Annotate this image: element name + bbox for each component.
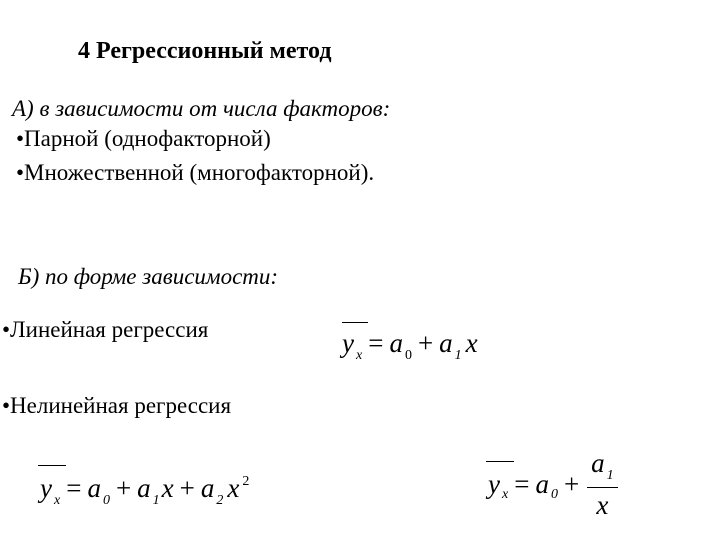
linear-lhs: y (342, 328, 354, 358)
linear-plus: + (417, 328, 434, 358)
quadratic-x: x (161, 473, 174, 503)
hyperbolic-lhs-sub: x (501, 486, 509, 502)
hyperbolic-eq: = (514, 469, 530, 499)
quadratic-x-squared: x (227, 473, 240, 503)
linear-a1-sub: 1 (454, 348, 462, 363)
hyperbolic-fraction (587, 450, 618, 519)
hyperbolic-a0: a (535, 469, 549, 499)
hyperbolic-denominator: x (596, 490, 609, 520)
quadratic-lhs-sub: x (53, 493, 61, 508)
linear-eq: = (368, 328, 384, 358)
hyperbolic-num-sub: 1 (606, 468, 614, 483)
linear-regression-formula (342, 330, 478, 363)
quadratic-lhs-overbar (38, 465, 66, 466)
linear-x: x (465, 328, 478, 358)
hyperbolic-a0-sub: 0 (550, 486, 558, 502)
linear-a0: a (389, 328, 403, 358)
linear-a0-sub: 0 (404, 348, 412, 363)
quadratic-x-exponent: 2 (242, 474, 250, 489)
quadratic-plus-2: + (179, 473, 195, 503)
quadratic-a1: a (137, 473, 151, 503)
nonlinear-regression-label: •Нелинейная регрессия (2, 393, 232, 418)
hyperbolic-regression-formula (488, 450, 618, 519)
hyperbolic-num-a: a (591, 448, 605, 478)
quadratic-plus-1: + (115, 473, 132, 503)
section-a-heading: А) в зависимости от числа факторов: (12, 96, 391, 121)
linear-regression-label: •Линейная регрессия (2, 317, 209, 342)
slide-title: 4 Регрессионный метод (78, 38, 332, 64)
hyperbolic-plus: + (563, 469, 580, 499)
quadratic-a2-sub: 2 (216, 493, 224, 508)
quadratic-a0-sub: 0 (102, 493, 110, 508)
hyperbolic-numerator (587, 450, 618, 488)
linear-a1: a (439, 328, 453, 358)
linear-lhs-overbar (342, 322, 368, 323)
quadratic-eq: = (66, 473, 82, 503)
quadratic-regression-formula (40, 475, 249, 508)
quadratic-a2: a (200, 473, 215, 503)
list-item-multiple: •Множественной (многофакторной). (16, 160, 375, 185)
quadratic-lhs: y (40, 473, 52, 503)
quadratic-a0: a (87, 473, 101, 503)
quadratic-a1-sub: 1 (152, 493, 160, 508)
section-b-heading: Б) по форме зависимости: (18, 264, 279, 289)
linear-lhs-sub: x (355, 348, 363, 363)
hyperbolic-lhs: y (488, 469, 500, 499)
list-item-paired: •Парной (однофакторной) (16, 126, 271, 151)
